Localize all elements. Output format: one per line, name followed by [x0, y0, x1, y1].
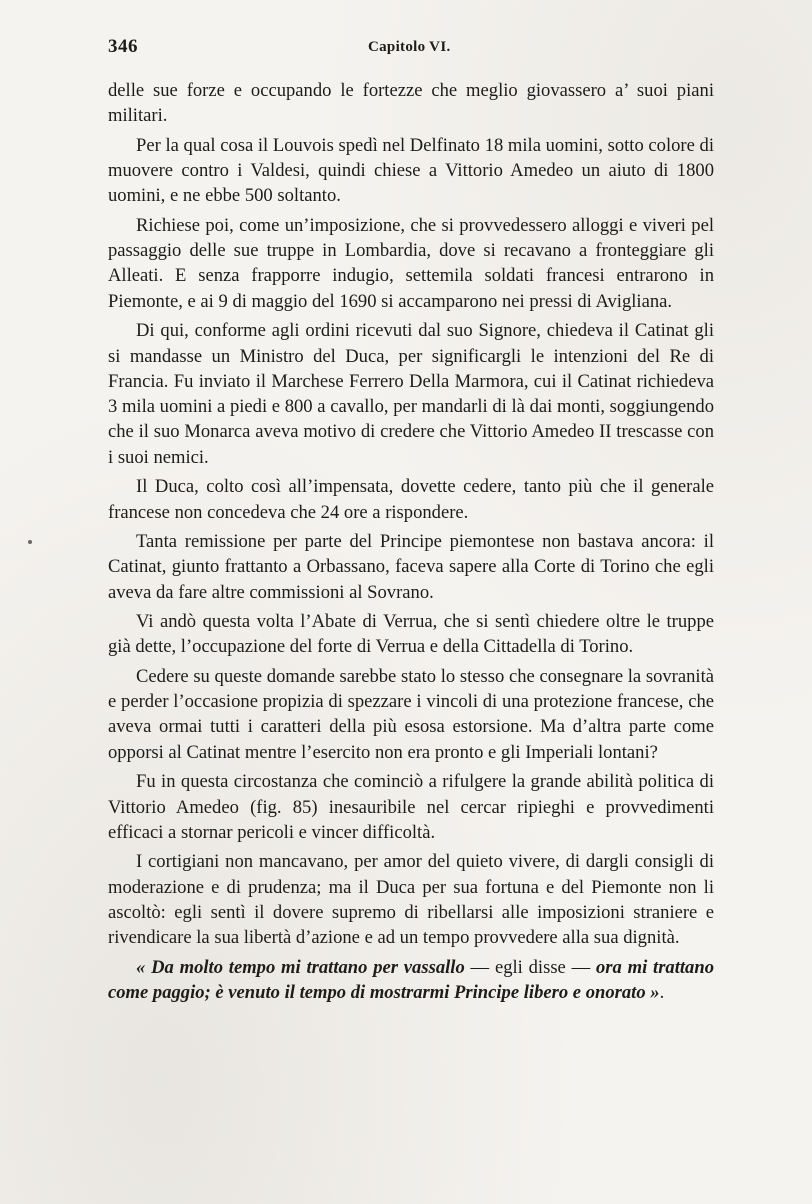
paragraph: delle sue forze e occupando le fortezze che meglio giovassero a’ suoi piani militari. [108, 80, 714, 127]
quote-paragraph [108, 955, 714, 1006]
paragraph: Di qui, conforme agli ordini ricevuti dal suo Signore, chiedeva il Catinat gli si mandasse un Ministro del Duca, per significargli le intenzioni del Re di Francia. Fu inviato il Marchese Ferrero Della Marmora, cui il Catinat richiedeva 3 mila uomini a piedi e 800 a cavallo, per mandarli di là dai monti, soggiungendo che il suo Monarca aveva motivo di credere che Vittorio Amedeo II trescasse con i suoi nemici. [108, 320, 714, 468]
body-text [108, 78, 714, 1009]
paragraph: I cortigiani non mancavano, per amor del quieto vivere, di dargli consigli di moderazione e di prudenza; ma il Duca per sua fortuna e del Piemonte non li ascoltò: egli sentì il dovere supremo di ribellarsi alle imposizioni straniere e rivendicare la sua libertà d’azione e ad un tempo provvedere alla sua dignità. [108, 851, 714, 949]
paragraph: Per la qual cosa il Louvois spedì nel Delfinato 18 mila uomini, sotto colore di muovere contro i Valdesi, quindi chiese a Vittorio Amedeo un aiuto di 1800 uomini, e ne ebbe 500 soltanto. [108, 134, 714, 207]
paragraph: Il Duca, colto così all’impensata, dovette cedere, tanto più che il generale francese non concedeva che 24 ore a rispondere. [108, 476, 714, 523]
quote-part-1: « Da molto tempo mi trattano per vassallo [136, 956, 465, 978]
running-head: Capitolo VI. [368, 39, 451, 55]
paragraph: Tanta remissione per parte del Principe piemontese non bastava ancora: il Catinat, giunto frattanto a Orbassano, faceva sapere alla Corte di Torino che egli aveva da fare altre commissioni al Sovrano. [108, 530, 714, 603]
quote-connector: — egli disse — [464, 956, 596, 978]
paragraph: Richiese poi, come un’imposizione, che si provvedessero alloggi e viveri pel passaggio delle sue truppe in Lombardia, dove si recavano a fronteggiare gli Alleati. E senza frapporre indugio, settemila soldati francesi entrarono in Piemonte, e ai 9 di maggio del 1690 si accamparono nei pressi di Avigliana. [108, 214, 714, 312]
margin-speck [28, 540, 32, 544]
quote-end: . [659, 981, 665, 1003]
paragraph: Cedere su queste domande sarebbe stato lo stesso che consegnare la sovranità e perder l’occasione propizia di spezzare i vincoli di una protezione francese, che aveva ormai tutti i caratteri della più esosa estorsione. Ma d’altra parte come opporsi al Catinat mentre l’esercito non era pronto e gli Imperiali lontani? [108, 665, 714, 763]
page-number: 346 [108, 36, 138, 57]
paragraph: Fu in questa circostanza che cominciò a rifulgere la grande abilità politica di Vittorio Amedeo (fig. 85) inesauribile nel cercar ripieghi e provvedimenti efficaci a stornar pericoli e vincer difficoltà. [108, 771, 714, 843]
quote-part-2: ora mi trattano come paggio; è venuto il tempo di mostrarmi Principe libero e onorato » [108, 956, 714, 1003]
page-header [108, 36, 712, 64]
paragraph: Vi andò questa volta l’Abate di Verrua, che si sentì chiedere oltre le truppe già dette, l’occupazione del forte di Verrua e della Cittadella di Torino. [108, 611, 714, 658]
